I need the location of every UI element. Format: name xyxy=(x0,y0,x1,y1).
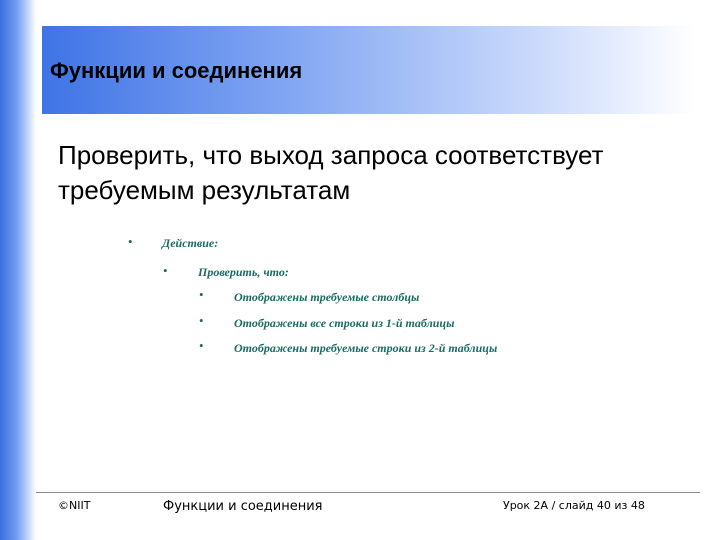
left-decorative-bar xyxy=(0,0,36,540)
bullet-item-action: Действие: xyxy=(162,236,219,250)
bullet-item-columns: Отображены требуемые столбцы xyxy=(234,290,420,304)
bullet-item-all-rows: Отображены все строки из 1-й таблицы xyxy=(234,316,455,330)
footer-copyright: ©NIIT xyxy=(58,499,91,512)
bullet-marker: • xyxy=(163,263,168,278)
footer-divider xyxy=(36,492,700,493)
footer-title: Функции и соединения xyxy=(163,499,323,514)
main-statement: Проверить, что выход запроса соответствует требуемым результатам xyxy=(58,140,604,205)
footer-page-info: Урок 2A / слайд 40 из 48 xyxy=(503,499,645,512)
bullet-item-required-rows: Отображены требуемые строки из 2-й таблицы xyxy=(234,341,498,355)
bullet-item-check: Проверить, что: xyxy=(198,265,289,279)
bullet-marker: • xyxy=(128,234,133,249)
bullet-marker: • xyxy=(199,313,204,328)
slide-title: Функции и соединения xyxy=(50,58,303,83)
bullet-marker: • xyxy=(199,338,204,353)
bullet-marker: • xyxy=(199,287,204,302)
